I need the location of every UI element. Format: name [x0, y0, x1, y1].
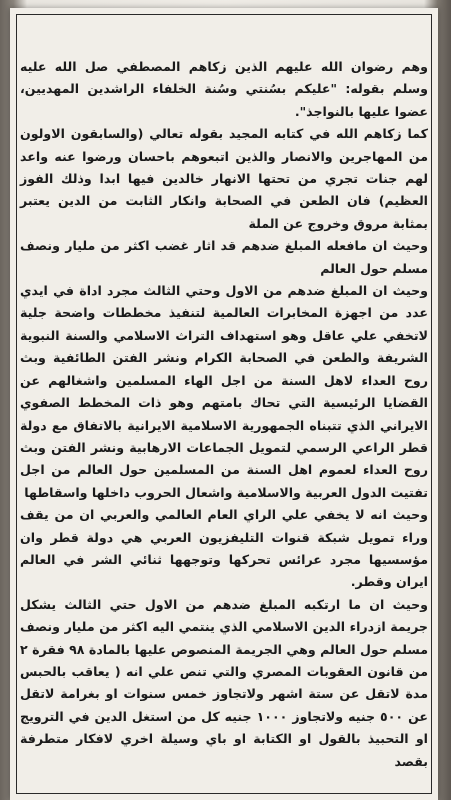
document-body: [20, 56, 428, 773]
paragraph-5: وحيث انه لا يخفي علي الراي العام العالمي والعربي ان من يقف وراء تمويل شبكة قنوات التليفزيون العربي هي دولة قطر وان مؤسسيها مجرد عرائس تحركها وتوجهها ثنائي الشر في العالم ايران وقطر.: [20, 507, 428, 590]
paragraph-4: وحيث ان المبلغ ضدهم من الاول وحتي الثالث مجرد اداة في ايدي عدد من اجهزة المخابرات العالمية لتنفيذ مخططات واضحة جلية لاتخفي علي عاقل وهو استهداف التراث الاسلامي والسنة النبوية الشريفة والطعن في الصحابة الكرام ونشر الفتن الطائفية وبث روح العداء لاهل السنة من اجل الهاء المسلمين واشغالهم عن القضايا الرئيسية التي تحاك بامتهم وهو ذات المخطط الصفوي الايراني الذي تتبناه الجمهورية الاسلامية الايرانية بالاتفاق مع دولة قطر الراعي الرسمي لتمويل الجماعات الارهابية ونشر الفتن وبث روح العداء لعموم اهل السنة من المسلمين حول العالم من اجل تفتيت الدول العربية والاسلامية واشعال الحروب داخلها واسقاطها: [20, 283, 428, 500]
paragraph-3: وحيث ان مافعله المبلغ ضدهم قد اثار غضب اكثر من مليار ونصف مسلم حول العالم: [20, 238, 428, 276]
document-page: [10, 8, 438, 800]
paragraph-1: وهم رضوان الله عليهم الذين زكاهم المصطفي صل الله عليه وسلم بقوله: "عليكم بسُنتي وسُنة الخلفاء الراشدين المهديين، عضوا عليها بالنواجذ".: [20, 59, 428, 119]
paragraph-2: كما زكاهم الله في كتابه المجيد بقوله تعالي (والسابقون الاولون من المهاجرين والانصار والذين اتبعوهم باحسان ورضوا عنه واعد لهم جنات تجري من تحتها الانهار خالدين فيها ابدا وذلك الفوز العظيم) فان الطعن في الصحابة وانكار الثابت من الدين يعتبر بمثابة مروق وخروج عن الملة: [20, 126, 428, 231]
paragraph-6: وحيث ان ما ارتكبه المبلغ ضدهم من الاول حتي الثالث يشكل جريمة ازدراء الدين الاسلامي الذي ينتمي اليه اكثر من مليار ونصف مسلم حول العالم وهي الجريمة المنصوص عليها بالمادة ٩٨ فقرة ٢ من قانون العقوبات المصري والتي تنص علي انه ( يعاقب بالحبس مدة لاتقل عن ستة اشهر ولاتجاوز خمس سنوات او بغرامة لاتقل عن ٥٠٠ جنيه ولاتجاوز ١٠٠٠ جنيه كل من استغل الدين في الترويج او التحبيذ بالقول او الكتابة او باي وسيلة اخري لافكار متطرفة بقصد: [20, 596, 429, 769]
